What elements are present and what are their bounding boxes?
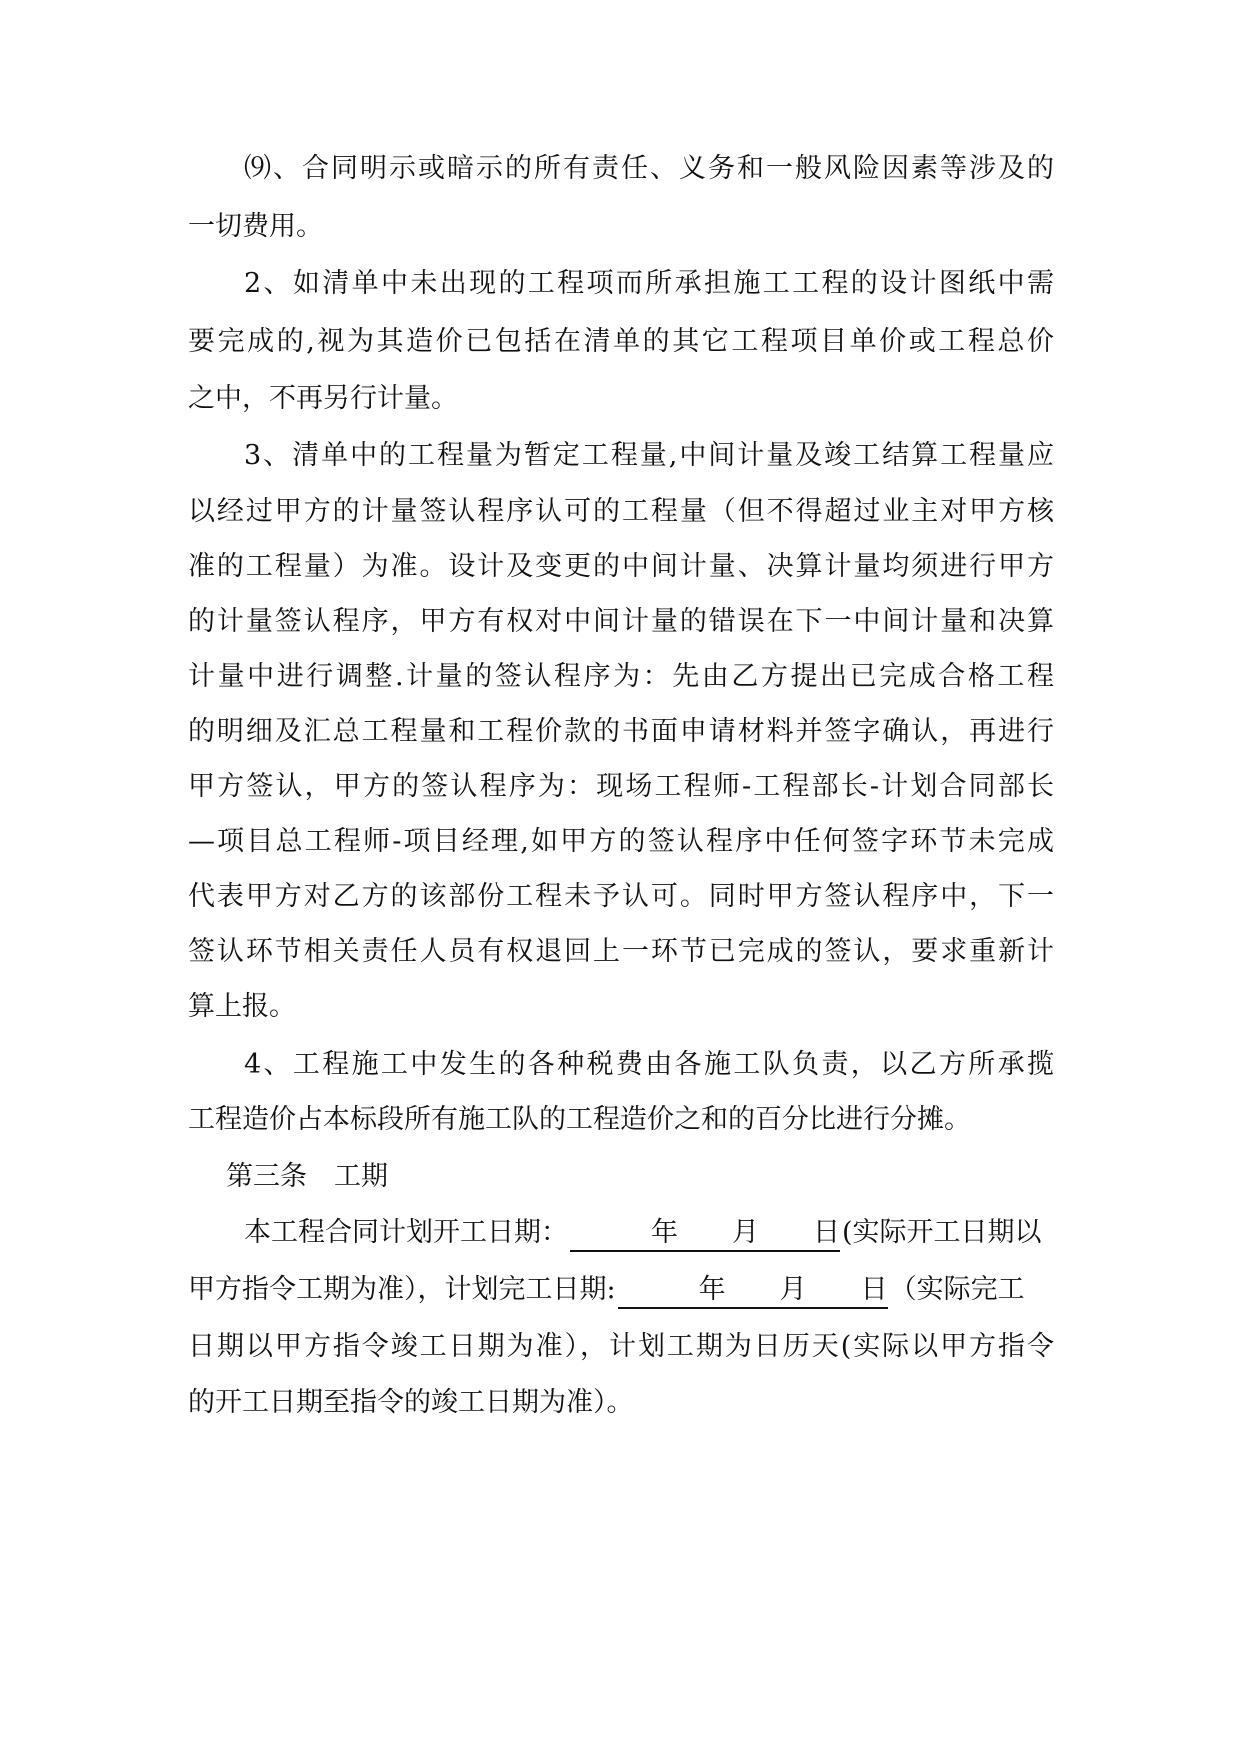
article-3-line-2 xyxy=(188,1259,1054,1321)
end-date-blank: 年 月 日 xyxy=(618,1273,888,1309)
para-3-line-11: 算上报。 xyxy=(188,991,296,1022)
end-date-note: （实际完工 xyxy=(889,1274,1025,1305)
para-2-line-2: 要完成的,视为其造价已包括在清单的其它工程项目单价或工程总价 xyxy=(188,326,1054,357)
start-date-note: (实际开工日期以 xyxy=(842,1217,1042,1248)
item-9-line-2: 一切费用。 xyxy=(188,211,323,242)
para-2-line-3: 之中，不再另行计量。 xyxy=(188,383,458,414)
para-3-line-4: 的计量签认程序，甲方有权对中间计量的错误在下一中间计量和决算 xyxy=(188,606,1054,637)
para-3-line-2: 以经过甲方的计量签认程序认可的工程量（但不得超过业主对甲方核 xyxy=(188,496,1054,527)
para-3-line-5: 计量中进行调整.计量的签认程序为：先由乙方提出已完成合格工程 xyxy=(188,661,1054,692)
end-date-label: 甲方指令工期为准），计划完工日期: xyxy=(188,1274,616,1305)
para-3-line-7: 甲方签认，甲方的签认程序为：现场工程师-工程部长-计划合同部长 xyxy=(188,771,1054,802)
article-3-line-3: 日期以甲方指令竣工日期为准），计划工期为日历天(实际以甲方指令 xyxy=(188,1331,1054,1362)
article-3-heading: 第三条 工期 xyxy=(226,1161,388,1192)
start-date-blank: 年 月 日 xyxy=(570,1216,840,1252)
article-3-line-1 xyxy=(244,1202,1054,1264)
para-4-line-1: 4、工程施工中发生的各种税费由各施工队负责，以乙方所承揽 xyxy=(244,1049,1054,1080)
para-3-line-8: —项目总工程师-项目经理,如甲方的签认程序中任何签字环节未完成 xyxy=(188,826,1054,857)
item-9-line-1: ⑼、合同明示或暗示的所有责任、义务和一般风险因素等涉及的 xyxy=(244,153,1054,184)
para-3-line-6: 的明细及汇总工程量和工程价款的书面申请材料并签字确认，再进行 xyxy=(188,716,1054,747)
start-date-label: 本工程合同计划开工日期： xyxy=(244,1217,568,1248)
para-2-line-1: 2、如清单中未出现的工程项而所承担施工工程的设计图纸中需 xyxy=(244,268,1054,299)
para-3-line-9: 代表甲方对乙方的该部份工程未予认可。同时甲方签认程序中，下一 xyxy=(188,881,1054,912)
para-3-line-10: 签认环节相关责任人员有权退回上一环节已完成的签认，要求重新计 xyxy=(188,936,1054,967)
article-3-line-4: 的开工日期至指令的竣工日期为准）。 xyxy=(188,1387,634,1418)
para-3-line-3: 准的工程量）为准。设计及变更的中间计量、决算计量均须进行甲方 xyxy=(188,551,1054,582)
para-3-line-1: 3、清单中的工程量为暂定工程量,中间计量及竣工结算工程量应 xyxy=(244,440,1054,471)
para-4-line-2: 工程造价占本标段所有施工队的工程造价之和的百分比进行分摊。 xyxy=(188,1104,971,1135)
